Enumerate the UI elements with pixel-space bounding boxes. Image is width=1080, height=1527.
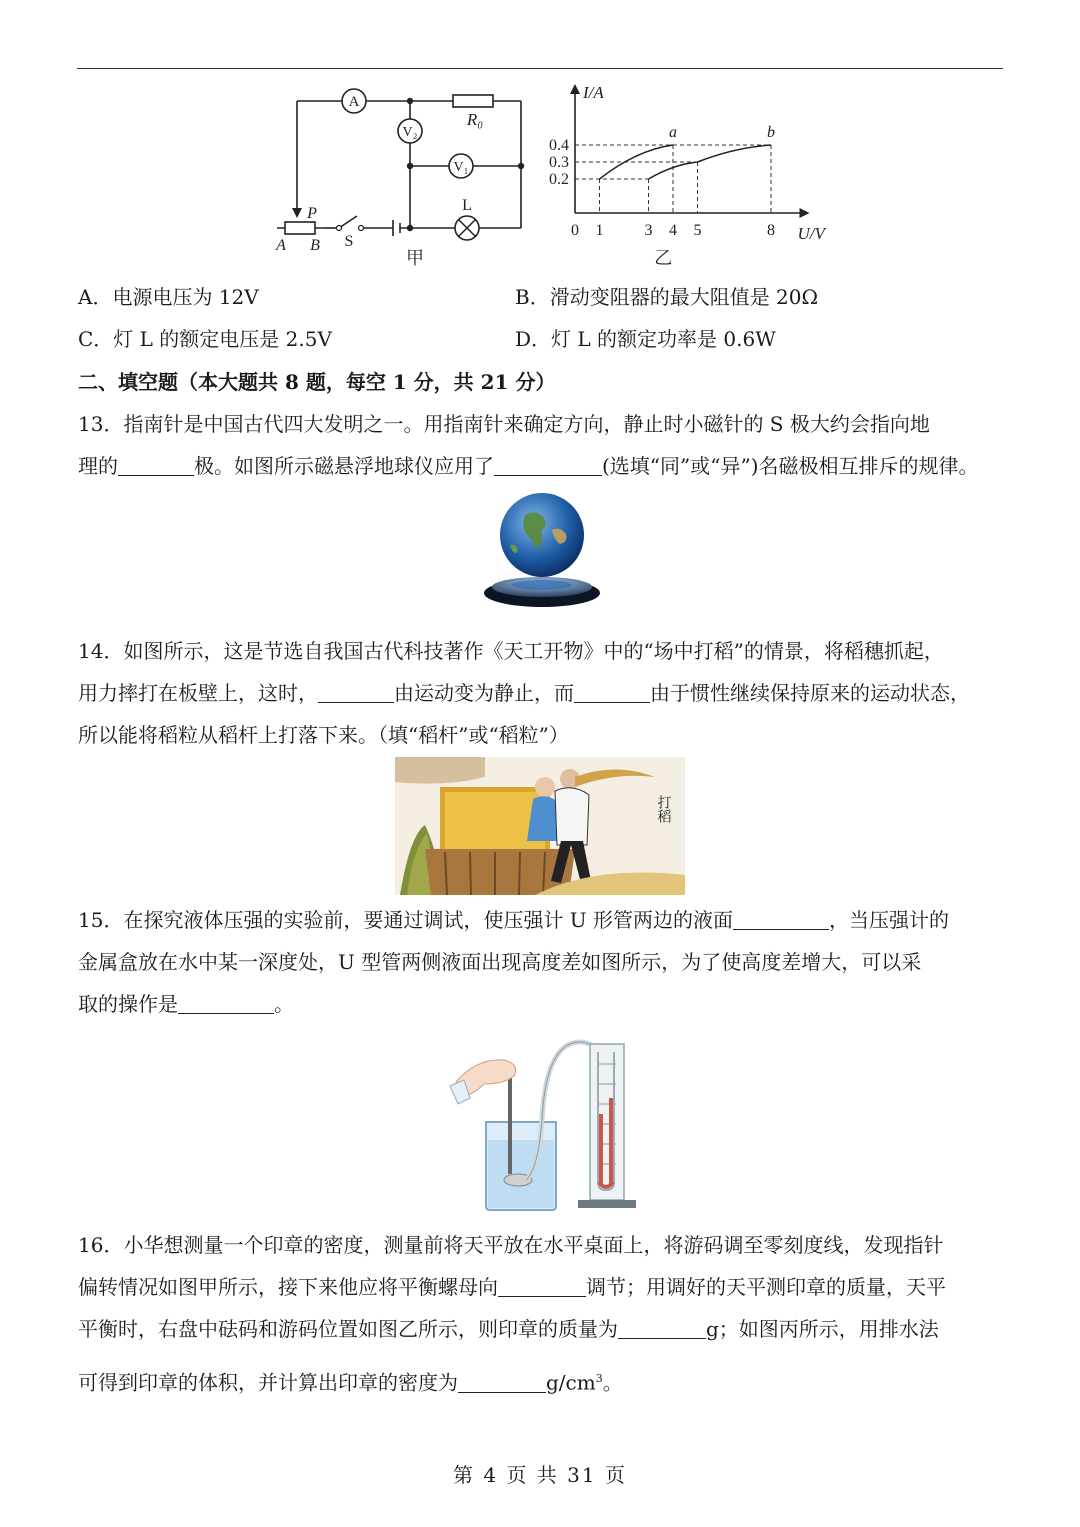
q16-blank-3[interactable]: [458, 1372, 546, 1393]
circuit-diagram: [265, 82, 535, 272]
option-d: D．灯 L 的额定功率是 0.6W: [515, 327, 776, 351]
graph-caption: 乙: [654, 248, 673, 269]
q15-line1: 15．在探究液体压强的实验前，要通过调试，使压强计 U 形管两边的液面 ，当压强计的: [78, 908, 950, 932]
switch-s-label: S: [344, 233, 354, 250]
q13-line2: 理的 极。如图所示磁悬浮地球仪应用了 (选填“同”或“异”)名磁极相互排斥的规律。: [78, 454, 979, 478]
resistor-r0-label: R₀: [466, 110, 484, 129]
x-tick-label: 1: [595, 222, 604, 239]
q16-line4: 可得到印章的体积，并计算出印章的密度为 $g/cm^3$。: [78, 1370, 623, 1395]
q15-blank-2[interactable]: [178, 993, 274, 1014]
page-footer: 第 4 页 共 31 页: [453, 1463, 627, 1487]
circuit-caption: 甲: [406, 248, 424, 268]
q15-blank-1[interactable]: [733, 909, 829, 930]
q14-line3: 所以能将稻粒从稻杆上打落下来。（填“稻杆”或“稻粒”）: [78, 723, 569, 747]
q15-line2: 金属盒放在水中某一深度处，U 型管两侧液面出现高度差如图所示，为了使高度差增大，可以采: [78, 950, 922, 974]
q14-blank-2[interactable]: [574, 682, 650, 703]
q16-blank-2[interactable]: [618, 1318, 706, 1339]
option-a: A．电源电压为 12V: [78, 285, 259, 309]
y-tick-label: 0.3: [549, 154, 569, 171]
maglev-globe-image: [480, 490, 608, 618]
x-tick-label: 4: [669, 222, 677, 239]
voltmeter-v1-label: V₁: [453, 160, 469, 175]
q16-line2: 偏转情况如图甲所示，接下来他应将平衡螺母向 调节；用调好的天平测印章的质量，天平: [78, 1275, 946, 1299]
x-tick-label: 3: [644, 222, 653, 239]
header-rule: [77, 68, 1003, 69]
y-tick-label: 0.4: [549, 137, 569, 154]
rheostat-b-label: B: [310, 237, 320, 254]
voltmeter-v2-label: V₂: [402, 125, 418, 140]
x-tick-label: 8: [767, 222, 775, 239]
y-axis-arrow: [570, 84, 580, 94]
q16-blank-1[interactable]: [498, 1276, 586, 1297]
ammeter-label: A: [348, 94, 360, 110]
iu-graph: [530, 80, 825, 272]
q14-line1: 14．如图所示，这是节选自我国古代科技著作《天工开物》中的“场中打稻”的情景，将稻穗抓起，: [78, 639, 944, 663]
series-label-b: b: [767, 124, 775, 141]
q15-line3: 取的操作是 。: [78, 992, 294, 1016]
section-title: 二、填空题（本大题共 8 题，每空 1 分，共 21 分）: [78, 370, 556, 394]
slider-p-label: P: [307, 205, 317, 222]
x-tick-label: 0: [571, 222, 579, 239]
q16-line1: 16．小华想测量一个印章的密度，测量前将天平放在水平桌面上，将游码调至零刻度线，发现指针: [78, 1233, 944, 1257]
q14-blank-1[interactable]: [318, 682, 394, 703]
series-label-a: a: [669, 124, 677, 141]
threshing-caption: 打稻: [655, 795, 671, 823]
y-axis-label: I/A: [583, 83, 604, 102]
lamp-label: L: [462, 197, 472, 214]
q14-line2: 用力摔打在板壁上，这时， 由运动变为静止，而 由于惯性继续保持原来的运动状态，: [78, 681, 970, 705]
option-c: C．灯 L 的额定电压是 2.5V: [78, 327, 332, 351]
x-axis-arrow: [800, 208, 810, 218]
x-tick-label: 5: [693, 222, 702, 239]
q16-line3: 平衡时，右盘中砝码和游码位置如图乙所示，则印章的质量为 g；如图丙所示，用排水法: [78, 1317, 939, 1341]
y-tick-label: 0.2: [549, 171, 569, 188]
option-b: B．滑动变阻器的最大阻值是 20Ω: [515, 285, 819, 309]
rheostat-a-label: A: [276, 237, 286, 254]
q13-blank-1[interactable]: [118, 455, 194, 476]
threshing-illustration: [395, 757, 685, 895]
pressure-gauge-image: [448, 1034, 638, 1214]
x-axis-label: U/V: [797, 224, 825, 243]
q13-blank-2[interactable]: [494, 455, 602, 476]
q13-line1: 13．指南针是中国古代四大发明之一。用指南针来确定方向，静止时小磁针的 S 极大约会指向地: [78, 412, 930, 436]
